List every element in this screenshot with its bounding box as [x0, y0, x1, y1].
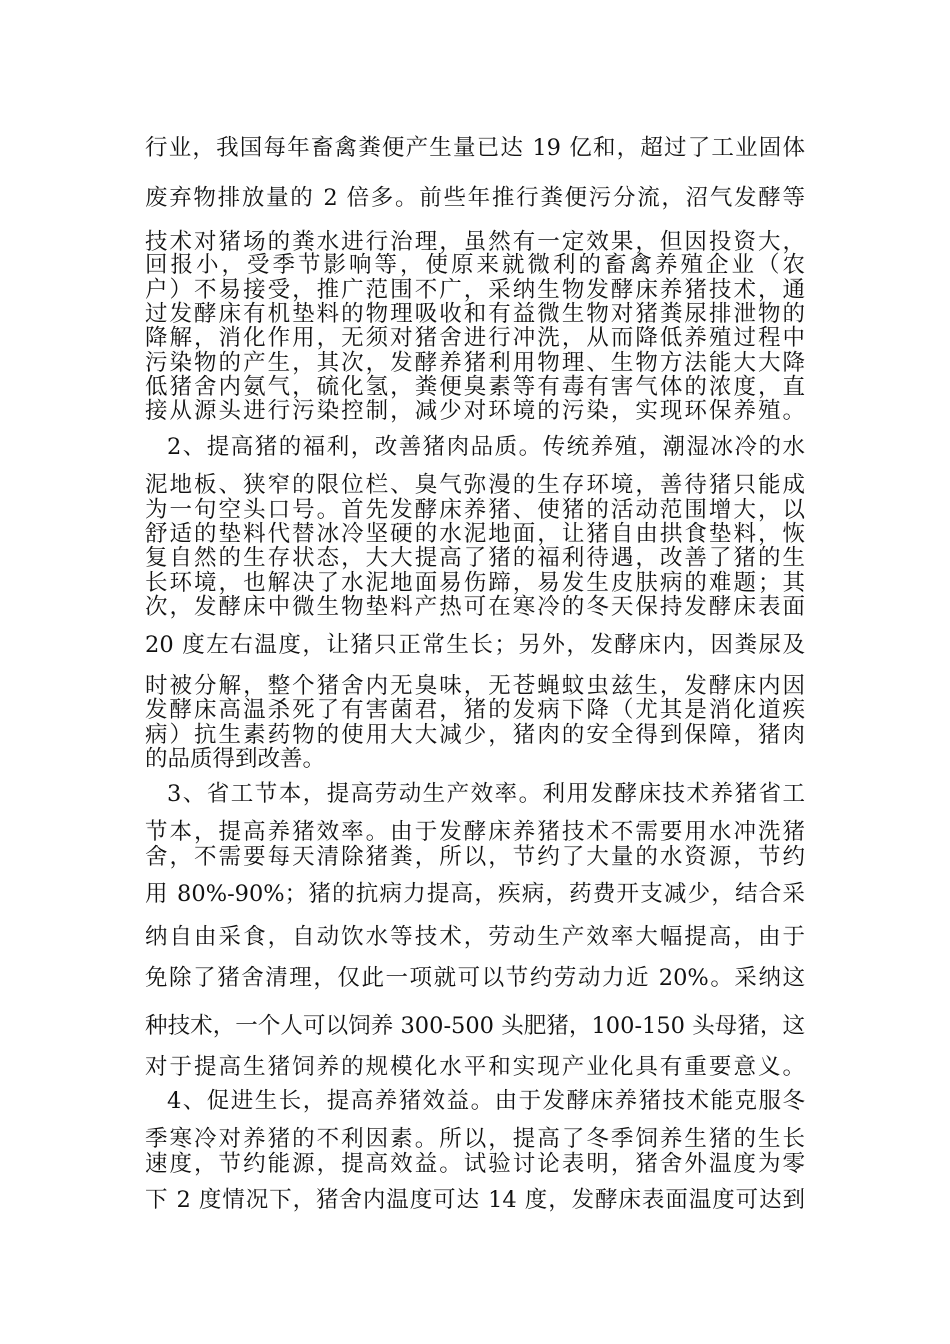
- text-line: 户）不易接受，推广范围不广，采纳生物发酵床养猪技术，通: [145, 277, 805, 303]
- text-line: 次，发酵床中微生物垫料产热可在寒冷的冬天保持发酵床表面: [145, 594, 805, 620]
- text-line: 低猪舍内氨气，硫化氢，粪便臭素等有毒有害气体的浓度，直: [145, 374, 805, 400]
- text-line: 时被分解，整个猪舍内无臭味，无苍蝇蚊虫兹生，发酵床内因: [145, 673, 805, 699]
- text-line: 纳自由采食，自动饮水等技术，劳动生产效率大幅提高，由于: [145, 924, 805, 950]
- text-line: 节本，提高养猪效率。由于发酵床养猪技术不需要用水冲洗猪: [145, 819, 805, 845]
- paragraph-3-heading-line: 3、省工节本，提高劳动生产效率。利用发酵床技术养猪省工: [167, 781, 805, 807]
- text-line: 泥地板、狭窄的限位栏、臭气弥漫的生存环境，善待猪只能成: [145, 472, 805, 498]
- text-line: 接从源头进行污染控制，减少对环境的污染，实现环保养殖。: [145, 398, 805, 424]
- text-line: 舒适的垫料代替冰冷坚硬的水泥地面，让猪自由拱食垫料，恢: [145, 521, 805, 547]
- text-line: 免除了猪舍清理，仅此一项就可以节约劳动力近 20%。采纳这: [145, 965, 805, 991]
- text-line: 为一句空头口号。首先发酵床养猪、使猪的活动范围增大，以: [145, 497, 805, 523]
- text-line: 用 80%-90%；猪的抗病力提高，疾病，药费开支减少，结合采: [145, 881, 805, 907]
- text-line: 病）抗生素药物的使用大大减少，猪肉的安全得到保障，猪肉: [145, 722, 805, 748]
- text-line: 20 度左右温度，让猪只正常生长；另外，发酵床内，因粪尿及: [145, 632, 805, 658]
- text-line: 过发酵床有机垫料的物理吸收和有益微生物对猪粪尿排泄物的: [145, 301, 805, 327]
- text-line: 对于提高生猪饲养的规模化水平和实现产业化具有重要意义。: [145, 1054, 805, 1080]
- text-line: 技术对猪场的粪水进行治理，虽然有一定效果，但因投资大，: [145, 229, 805, 255]
- text-line: 长环境，也解决了水泥地面易伤蹄，易发生皮肤病的难题；其: [145, 570, 805, 596]
- text-line: 行业，我国每年畜禽粪便产生量已达 19 亿和，超过了工业固体: [145, 135, 805, 161]
- text-line: 发酵床高温杀死了有害菌君，猪的发病下降（尤其是消化道疾: [145, 697, 805, 723]
- text-line: 废弃物排放量的 2 倍多。前些年推行粪便污分流，沼气发酵等: [145, 185, 805, 211]
- text-line: 回报小，受季节影响等，使原来就微利的畜禽养殖企业（农: [145, 252, 805, 278]
- text-line: 下 2 度情况下，猪舍内温度可达 14 度，发酵床表面温度可达到: [145, 1187, 805, 1213]
- text-line: 季寒冷对养猪的不利因素。所以，提高了冬季饲养生猪的生长: [145, 1126, 805, 1152]
- text-line: 的品质得到改善。: [145, 746, 326, 772]
- text-line: 复自然的生存状态，大大提高了猪的福利待遇，改善了猪的生: [145, 545, 805, 571]
- text-line: 种技术，一个人可以饲养 300-500 头肥猪，100-150 头母猪，这: [145, 1013, 805, 1039]
- paragraph-4-heading-line: 4、促进生长，提高养猪效益。由于发酵床养猪技术能克服冬: [167, 1088, 805, 1114]
- text-line: 速度，节约能源，提高效益。试验讨论表明，猪舍外温度为零: [145, 1151, 805, 1177]
- text-line: 降解，消化作用，无须对猪舍进行冲洗，从而降低养殖过程中: [145, 325, 805, 351]
- text-line: 污染物的产生，其次，发酵养猪利用物理、生物方法能大大降: [145, 350, 805, 376]
- text-line: 舍，不需要每天清除猪粪，所以，节约了大量的水资源，节约: [145, 844, 805, 870]
- paragraph-2-heading-line: 2、提高猪的福利，改善猪肉品质。传统养殖，潮湿冰冷的水: [167, 434, 805, 460]
